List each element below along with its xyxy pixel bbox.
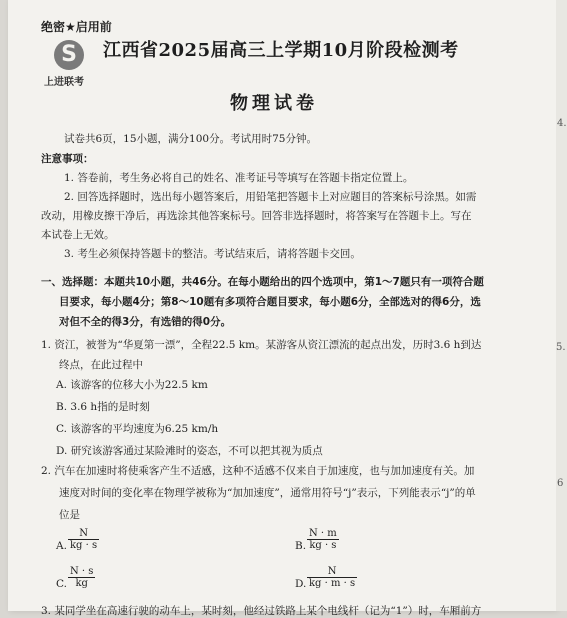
- note-line: 1. 答卷前，考生务必将自己的姓名、准考证号等填写在答题卡指定位置上。: [64, 172, 414, 184]
- fraction-numerator: N: [79, 528, 88, 539]
- notes-heading: 注意事项：: [41, 153, 94, 165]
- logo-mark-icon: S: [54, 40, 84, 70]
- section-heading-line: 目要求，每小题4分；第8～10题有多项符合题目要求，每小题6分，全部选对的得6分，选: [59, 296, 481, 308]
- q2-option-d-fraction: [307, 566, 357, 589]
- note-line: 2. 回答选择题时，选出每小题答案后，用铅笔把答题卡上对应题目的答案标号涂黑。如需: [64, 191, 477, 203]
- fraction-numerator: N: [327, 566, 337, 577]
- adjacent-page: [556, 0, 567, 611]
- fraction-denominator: kg · s: [70, 540, 98, 551]
- note-line: 改动，用橡皮擦干净后，再选涂其他答案标号。回答非选择题时，将答案写在答题卡上。写在: [41, 210, 472, 222]
- q2-option-b-fraction: [307, 528, 339, 551]
- q2-option-c-label: C.: [56, 578, 67, 590]
- q2-option-a-label: A.: [56, 540, 67, 552]
- fraction-denominator: kg: [75, 578, 88, 589]
- question-1-stem: 终点，在此过程中: [59, 359, 143, 371]
- question-3-stem-partial: 3. 某同学坐在高速行驶的动车上，某时刻，他经过铁路上某个电线杆（记为“1”）时，车厢前方: [41, 605, 482, 617]
- q2-option-b-label: B.: [295, 540, 307, 552]
- fraction-numerator: N · m: [309, 528, 337, 539]
- publisher-logo: [44, 40, 100, 88]
- question-2-stem: 2. 汽车在加速时将使乘客产生不适感，这种不适感不仅来自于加速度，也与加加速度有关。加: [41, 465, 475, 477]
- question-2-stem: 速度对时间的变化率在物理学被称为“加加速度”，通常用符号“j”表示，下列能表示“j”的单: [59, 487, 476, 499]
- logo-text: 上进联考: [44, 77, 84, 88]
- fraction-denominator: kg · m · s: [309, 578, 356, 589]
- q1-option-b: B. 3.6 h指的是时刻: [56, 401, 150, 413]
- q2-option-d-label: D.: [295, 578, 307, 590]
- q2-option-a-fraction: [68, 528, 99, 551]
- section-heading-line: 对但不全的得3分，有选错的得0分。: [59, 316, 232, 328]
- q2-option-c-fraction: [68, 566, 95, 589]
- question-1-stem: 1. 资江，被誉为“华夏第一漂”，全程22.5 km。某游客从资江漂流的起点出发，历时3.6 h到达: [41, 339, 482, 351]
- edge-mark-6: 6: [557, 478, 564, 489]
- edge-mark-4: 4.: [557, 118, 567, 129]
- q1-option-d: D. 研究该游客通过某险滩时的姿态，不可以把其视为质点: [56, 445, 323, 457]
- fraction-numerator: N · s: [70, 566, 94, 577]
- edge-mark-5: 5.: [556, 342, 566, 353]
- subject-title: 物理试卷: [230, 93, 318, 114]
- fraction-denominator: kg · s: [309, 540, 337, 551]
- question-2-stem: 位是: [59, 509, 80, 521]
- section-heading-line: 一、选择题：本题共10小题，共46分。在每小题给出的四个选项中，第1～7题只有一项符合题: [41, 276, 484, 288]
- q1-option-a: A. 该游客的位移大小为22.5 km: [56, 379, 208, 391]
- exam-title: 江西省2025届高三上学期10月阶段检测考: [103, 40, 459, 61]
- intro-line: 试卷共6页，15小题，满分100分。考试用时75分钟。: [64, 133, 317, 145]
- note-line: 本试卷上无效。: [41, 229, 115, 241]
- confidential-label: 绝密★启用前: [41, 20, 112, 34]
- q1-option-c: C. 该游客的平均速度为6.25 km/h: [56, 423, 219, 435]
- note-line: 3. 考生必须保持答题卡的整洁。考试结束后，请将答题卡交回。: [64, 248, 361, 260]
